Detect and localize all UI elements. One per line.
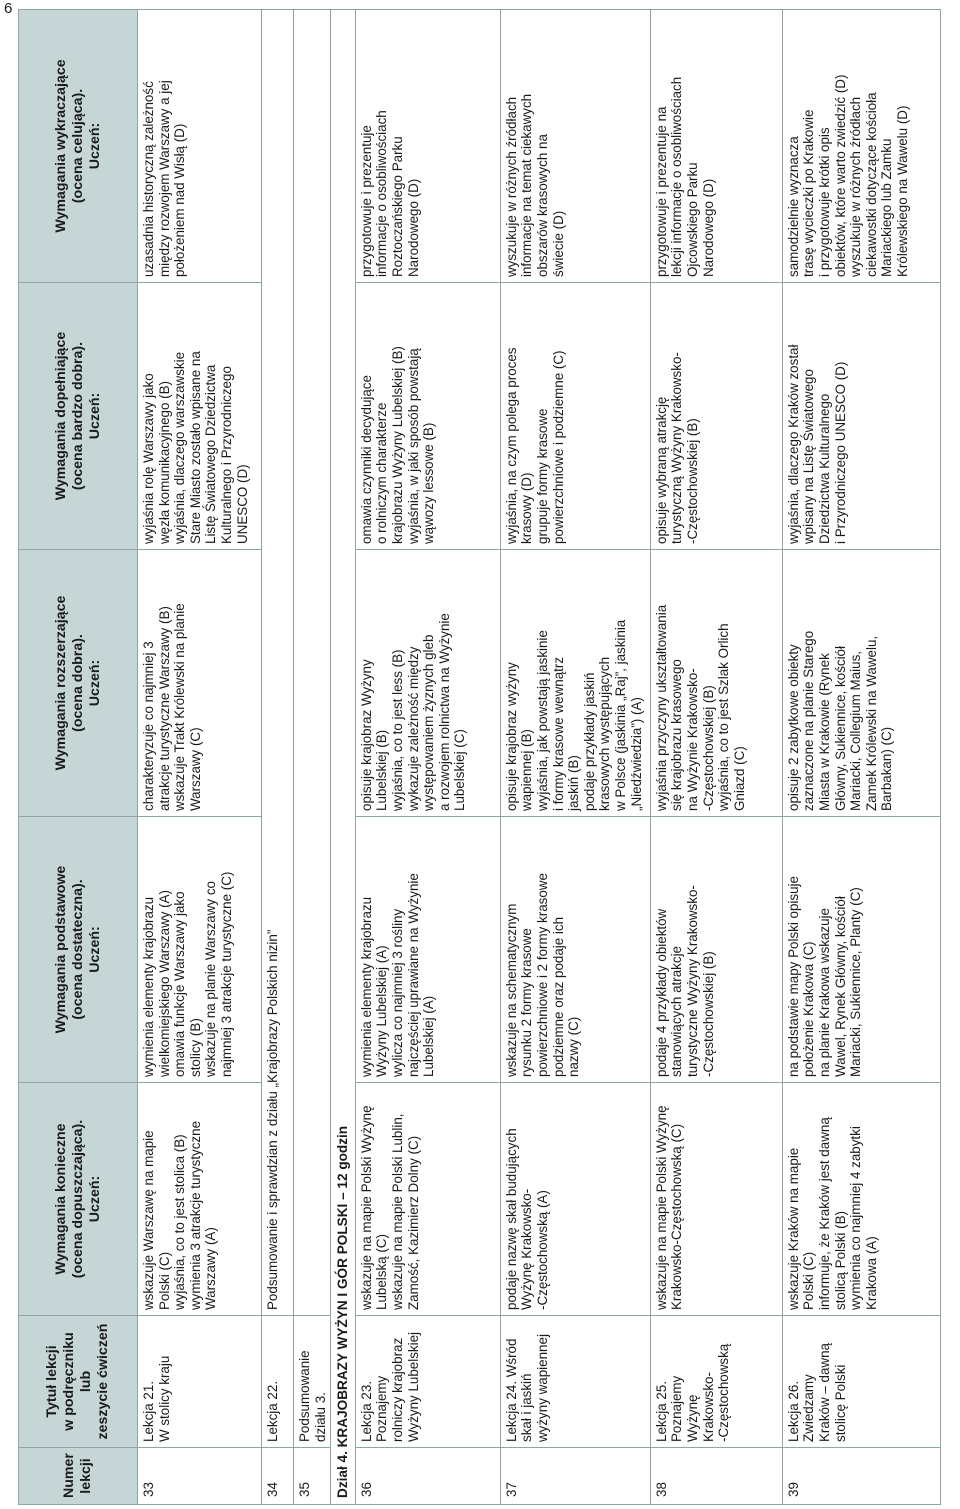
cell-line: opisuje wybraną atrakcję	[653, 396, 669, 544]
cell-line: Kraków – dawną	[816, 1343, 832, 1442]
cell-line: Lekcja 21.	[141, 1380, 156, 1442]
cell-line: jaskiń (B)	[566, 755, 582, 811]
requirement-cell-c4	[650, 283, 782, 550]
cell-line: Lekcja 26.	[785, 1380, 801, 1442]
cell-line: Krakowsko-	[700, 1372, 716, 1442]
cell-line: omawia czynniki decydujące	[358, 375, 374, 544]
lesson-number: 35	[294, 1448, 331, 1505]
cell-line: Wyżyny Lubelskiej (A)	[374, 945, 390, 1077]
cell-line: wylicza co najmniej 3 rośliny	[389, 908, 405, 1077]
header-line: (ocena celująca).	[69, 88, 86, 204]
requirement-cell-c4	[355, 283, 500, 550]
header-line: Uczeń:	[86, 1175, 103, 1223]
table-body	[138, 10, 941, 1505]
cell-line: turystyczną Wyżyny Krakowsko-	[669, 352, 685, 544]
cell-line: na Wyżynie Krakowsko-	[684, 668, 700, 811]
cell-line: Kulturalnego i Przyrodniczego	[218, 366, 234, 544]
cell-line: wąwozy lessowe (B)	[421, 422, 437, 544]
cell-line: Królewskiego na Wawelu (D)	[894, 105, 910, 277]
cell-line: stolicy (B)	[187, 1018, 203, 1077]
cell-line: wyszukuje w różnych źródłach	[848, 96, 864, 277]
cell-line: -Częstochowską	[716, 1343, 732, 1442]
lesson-title	[500, 1316, 650, 1448]
cell-line: wyjaśnia, w jaki sposób powstają	[405, 348, 421, 544]
cell-line: stolicą Polski (B)	[832, 1211, 848, 1310]
cell-line: Polski (C)	[801, 1251, 817, 1310]
cell-line: Stare Miasto zostało wpisane na	[187, 351, 203, 544]
requirement-cell-c2	[650, 817, 782, 1083]
cell-line: Polski (C)	[156, 1251, 172, 1310]
cell-line: -Częstochowskiej (B)	[700, 951, 716, 1077]
cell-line: wapiennej (B)	[519, 729, 535, 811]
header-line: Uczeń:	[86, 926, 103, 973]
cell-line: turystyczne Wyżyny Krakowsko-	[684, 885, 700, 1077]
cell-line: wskazuje na mapie Polski Wyżynę	[358, 1105, 374, 1310]
cell-line: wyjaśnia, na czym polega proces	[503, 347, 519, 544]
cell-line: rolniczy krajobraz	[389, 1337, 405, 1442]
cell-line: położeniem nad Wisłą (D)	[172, 123, 188, 277]
header-line: Uczeń:	[86, 659, 103, 707]
cell-line: położenie Krakowa (C)	[801, 941, 817, 1077]
section-row	[331, 10, 356, 1505]
lesson-number: 36	[355, 1448, 500, 1505]
cell-line: trasę wycieczki po Krakowie	[801, 109, 817, 277]
cell-line: podaje 4 przykłady obiektów	[653, 908, 669, 1077]
cell-line: wymienia elementy krajobrazu	[141, 896, 156, 1077]
lesson-number: 34	[262, 1448, 294, 1505]
requirement-cell-c1	[650, 1083, 782, 1316]
cell-line: Wyżynę	[684, 1394, 700, 1442]
cell-line: samodzielnie wyznacza	[785, 136, 801, 277]
cell-line: Mariacki, Sukiennice, Planty (C)	[848, 887, 864, 1077]
lesson-title	[650, 1316, 782, 1448]
cell-line: wymienia elementy krajobrazu	[358, 896, 374, 1077]
cell-line: wymienia co najmniej 4 zabytki	[848, 1126, 864, 1310]
header-wykraczajace	[19, 10, 138, 283]
table-row	[782, 10, 940, 1505]
header-num	[19, 1448, 138, 1505]
cell-line: podaje nazwę skał budujących	[503, 1128, 519, 1310]
cell-line: Lekcja 22.	[265, 1380, 280, 1442]
header-line: Wymagania podstawowe	[52, 865, 69, 1034]
table-row	[262, 10, 294, 1505]
header-line: (ocena dostateczna).	[69, 879, 86, 1020]
cell-line: wymienia 3 atrakcje turystyczne	[187, 1120, 203, 1310]
header-title-line: zeszycie ćwiczeń	[95, 1323, 111, 1440]
cell-line: wyszukuje w różnych źródłach	[503, 96, 519, 277]
cell-line: wyżyny wapiennej	[534, 1334, 550, 1442]
table-row	[650, 10, 782, 1505]
cell-line: w Polsce (jaskinia „Raj”, jaskinia	[612, 619, 628, 811]
cell-line: wskazuje na mapie Polski Wyżynę	[653, 1105, 669, 1310]
table-row	[355, 10, 500, 1505]
page-number: 6	[4, 0, 13, 17]
requirement-cell-c3	[650, 550, 782, 817]
requirement-cell-c4	[500, 283, 650, 550]
cell-line: Zamość, Kazimierz Dolny (C)	[405, 1135, 421, 1310]
cell-line: opisuje krajobraz wyżyny	[503, 662, 519, 811]
cell-line: działu 3.	[312, 1392, 328, 1442]
requirement-cell-c5	[782, 10, 940, 283]
requirement-cell-c3	[782, 550, 940, 817]
cell-line: najczęściej uprawiane na Wyżynie	[405, 873, 421, 1077]
cell-line: Warszawy (C)	[187, 727, 203, 811]
header-num-line: lekcji	[78, 1458, 94, 1494]
cell-line: wielkomiejskiego Warszawy (A)	[156, 889, 172, 1077]
requirement-cell-c3	[138, 550, 262, 817]
cell-line: a rozwojem rolnictwa na Wyżynie	[436, 613, 452, 811]
lesson-title	[355, 1316, 500, 1448]
cell-line: krasowych występujących	[597, 656, 613, 811]
requirement-cell-c4	[782, 283, 940, 550]
cell-line: zaznaczone na planie Starego	[801, 630, 817, 811]
cell-line: Narodowego (D)	[405, 178, 421, 277]
cell-line: -Częstochowskiej (B)	[700, 685, 716, 811]
cell-line: informacje na temat ciekawych	[519, 93, 535, 277]
requirement-cell-c4	[138, 283, 262, 550]
requirement-cell-c1	[500, 1083, 650, 1316]
requirement-cell-c1	[355, 1083, 500, 1316]
header-title-line: w podręczniku lub	[61, 1332, 94, 1431]
cell-line: wyjaśnia, jak powstają jaskinie	[534, 630, 550, 811]
cell-line: wyjaśnia przyczyny ukształtowania	[653, 604, 669, 811]
header-line: (ocena dopuszczająca).	[69, 1119, 86, 1279]
header-row	[19, 10, 138, 1505]
cell-line: Wyżyny Lubelskiej	[405, 1331, 421, 1442]
cell-line: obszarów krasowych na	[534, 134, 550, 277]
header-podstawowe	[19, 817, 138, 1083]
cell-line: Zwiedzamy	[801, 1374, 817, 1442]
lesson-title	[138, 1316, 262, 1448]
cell-line: Lekcja 25.	[653, 1380, 669, 1442]
cell-line: Ojcowskiego Parku	[684, 162, 700, 277]
cell-line: Lekcja 24. Wśród	[503, 1338, 519, 1442]
cell-line: podziemne oraz podaje ich	[550, 916, 566, 1077]
cell-line: opisuje krajobraz Wyżyny	[358, 659, 374, 811]
requirement-cell-c1	[138, 1083, 262, 1316]
requirement-cell-c5	[650, 10, 782, 283]
cell-line: Listę Światowego Dziedzictwa	[203, 364, 219, 544]
cell-line: wskazuje Warszawę na mapie	[141, 1130, 156, 1310]
requirement-cell-c2	[782, 817, 940, 1083]
header-konieczne	[19, 1083, 138, 1316]
cell-line: wskazuje Kraków na mapie	[785, 1147, 801, 1310]
cell-line: Warszawy (A)	[203, 1227, 219, 1310]
cell-line: lekcji informacje o osobliwościach	[669, 76, 685, 277]
requirement-cell-c5	[355, 10, 500, 283]
cell-line: wyjaśnia, co to jest Szlak Orlich	[716, 623, 732, 811]
lesson-summary: Podsumowanie i sprawdzian z działu „Krajobrazy Polskich nizin”	[262, 10, 294, 1316]
header-line: Wymagania konieczne	[52, 1123, 69, 1275]
cell-line: Mariackiego lub Zamku	[879, 138, 895, 277]
cell-line: wyjaśnia rolę Warszawy jako	[141, 373, 156, 544]
cell-line: Lubelskiej (A)	[421, 995, 437, 1077]
cell-line: krajobrazu Wyżyny Lubelskiej (B)	[389, 346, 405, 544]
requirement-cell-c3	[500, 550, 650, 817]
cell-line: charakteryzuje co najmniej 3	[141, 641, 156, 811]
cell-line: na planie Krakowa wskazuje	[816, 908, 832, 1077]
cell-line: uzasadnia historyczną zależność	[141, 81, 156, 277]
cell-line: Poznajemy	[669, 1375, 685, 1442]
cell-line: świecie (D)	[550, 210, 566, 277]
cell-line: Gniazd (C)	[731, 746, 747, 811]
lesson-title	[262, 1316, 294, 1448]
cell-line: wyjaśnia, dlaczego warszawskie	[172, 351, 188, 544]
table-row	[138, 10, 262, 1505]
cell-line: Główny, Sukiennice, kościół	[832, 646, 848, 811]
requirements-table-rotated	[18, 10, 956, 1505]
cell-line: opisuje 2 zabytkowe obiekty	[785, 644, 801, 811]
cell-line: omawia funkcje Warszawy jako	[172, 891, 188, 1077]
requirement-cell-c5	[138, 10, 262, 283]
header-dopelniajace	[19, 283, 138, 550]
cell-line: informuje, że Kraków jest dawną	[816, 1117, 832, 1310]
cell-line: podaje przykłady jaskiń	[581, 672, 597, 811]
header-line: Wymagania wykraczające	[52, 59, 69, 233]
cell-line: wyjaśnia, dlaczego Kraków został	[785, 344, 801, 544]
cell-line: Poznajemy	[374, 1375, 390, 1442]
cell-line: grupuje formy krasowe	[534, 408, 550, 544]
cell-line: powierzchniowe i podziemne (C)	[550, 350, 566, 544]
cell-line: Roztoczańskiego Parku	[389, 136, 405, 277]
cell-line: Krakowsko-Częstochowską (C)	[669, 1123, 685, 1310]
cell-line: wskazuje Trakt Królewski na planie	[172, 603, 188, 811]
cell-line: Lubelską (C)	[374, 1234, 390, 1310]
cell-line: i Przyrodniczego UNESCO (D)	[832, 361, 848, 544]
cell-line: wskazuje na mapie Polski Lublin,	[389, 1113, 405, 1310]
header-title	[19, 1316, 138, 1448]
cell-line: się krajobrazu krasowego	[669, 659, 685, 811]
table-row	[500, 10, 650, 1505]
header-line: (ocena bardzo dobra).	[69, 341, 86, 491]
header-rozszerzajace	[19, 550, 138, 817]
cell-line: wskazuje na schematycznym	[503, 903, 519, 1077]
header-line: Wymagania dopełniające	[52, 331, 69, 501]
cell-line: obiektów, które warto zwiedzić (D)	[832, 74, 848, 277]
header-line: Uczeń:	[86, 392, 103, 440]
lesson-number: 37	[500, 1448, 650, 1505]
cell-line: skał i jaskiń	[519, 1373, 535, 1442]
cell-line: -Częstochowskiej (B)	[684, 418, 700, 544]
header-num-line: Numer	[61, 1453, 77, 1498]
requirement-cell-c2	[355, 817, 500, 1083]
cell-line: Lekcja 23.	[358, 1380, 374, 1442]
cell-line: najmniej 3 atrakcje turystyczne (C)	[218, 871, 234, 1077]
lesson-title	[782, 1316, 940, 1448]
requirement-cell-c2	[500, 817, 650, 1083]
requirement-cell-c3	[355, 550, 500, 817]
header-title-line: Tytuł lekcji	[44, 1345, 60, 1418]
cell-line: nazwy (C)	[566, 1016, 582, 1077]
cell-line: W stolicy kraju	[156, 1355, 172, 1442]
cell-line: o rolniczym charakterze	[374, 402, 390, 544]
cell-line: Wawel, Rynek Główny, kościół	[832, 896, 848, 1077]
cell-line: wykazuje zależność między	[405, 646, 421, 811]
cell-line: Mariacki, Collegium Maius,	[848, 651, 864, 811]
cell-line: Lubelskiej (B)	[374, 729, 390, 811]
cell-line: wyjaśnia, co to jest less (B)	[389, 649, 405, 811]
requirement-cell-c1	[782, 1083, 940, 1316]
header-line: (ocena dobra).	[69, 634, 86, 732]
cell-line: Miasta w Krakowie (Rynek	[816, 653, 832, 811]
cell-line: stolicę Polski	[832, 1364, 848, 1442]
cell-line: i formy krasowe wewnątrz	[550, 656, 566, 811]
cell-line: Barbakan) (C)	[879, 726, 895, 811]
lesson-number: 38	[650, 1448, 782, 1505]
cell-line: Narodowego (D)	[700, 178, 716, 277]
cell-line: ciekawostki dotyczące kościoła	[863, 92, 879, 277]
cell-line: „Niedźwiedzia”) (A)	[628, 697, 644, 811]
cell-line: rysunku 2 formy krasowe	[519, 928, 535, 1077]
lesson-number: 33	[138, 1448, 262, 1505]
cell-line: Podsumowanie	[297, 1350, 312, 1442]
empty-cell	[294, 10, 331, 1316]
header-line: Wymagania rozszerzające	[52, 595, 69, 771]
cell-line: -Częstochowską (A)	[534, 1190, 550, 1310]
cell-line: przygotowuje i prezentuje na	[653, 106, 669, 277]
header-line: Uczeń:	[86, 122, 103, 170]
cell-line: Wyżynę Krakowsko-	[519, 1188, 535, 1310]
cell-line: powierzchniowe i 2 formy krasowe	[534, 873, 550, 1077]
lesson-title	[294, 1316, 331, 1448]
requirement-cell-c5	[500, 10, 650, 283]
cell-line: wpisany na Listę Światowego	[801, 369, 817, 544]
section-title: Dział 4. KRAJOBRAZY WYŻYN I GÓR POLSKI – 12 godzin	[331, 10, 356, 1505]
cell-line: Lubelskiej (C)	[452, 729, 468, 811]
cell-line: UNESCO (D)	[234, 464, 250, 544]
cell-line: stanowiących atrakcje	[669, 946, 685, 1077]
cell-line: między rozwojem Warszawy a jej	[156, 80, 172, 277]
cell-line: atrakcje turystyczne Warszawy (B)	[156, 606, 172, 811]
requirement-cell-c2	[138, 817, 262, 1083]
requirements-table	[18, 9, 941, 1505]
cell-line: na podstawie mapy Polski opisuje	[785, 876, 801, 1077]
cell-line: i przygotowuje krótki opis	[816, 127, 832, 277]
cell-line: Zamek Królewski na Wawelu,	[863, 635, 879, 811]
cell-line: występowaniem żyznych gleb	[421, 634, 437, 811]
cell-line: wyjaśnia, co to jest stolica (B)	[172, 1134, 188, 1310]
cell-line: krasowy (D)	[519, 472, 535, 544]
cell-line: wskazuje na planie Warszawy co	[203, 881, 219, 1077]
cell-line: Dziedzictwa Kulturalnego	[816, 393, 832, 544]
cell-line: węzła komunikacyjnego (B)	[156, 381, 172, 544]
cell-line: informacje o osobliwościach	[374, 110, 390, 277]
lesson-number: 39	[782, 1448, 940, 1505]
cell-line: przygotowuje i prezentuje	[358, 125, 374, 277]
table-row	[294, 10, 331, 1505]
cell-line: Krakowa (A)	[863, 1236, 879, 1310]
